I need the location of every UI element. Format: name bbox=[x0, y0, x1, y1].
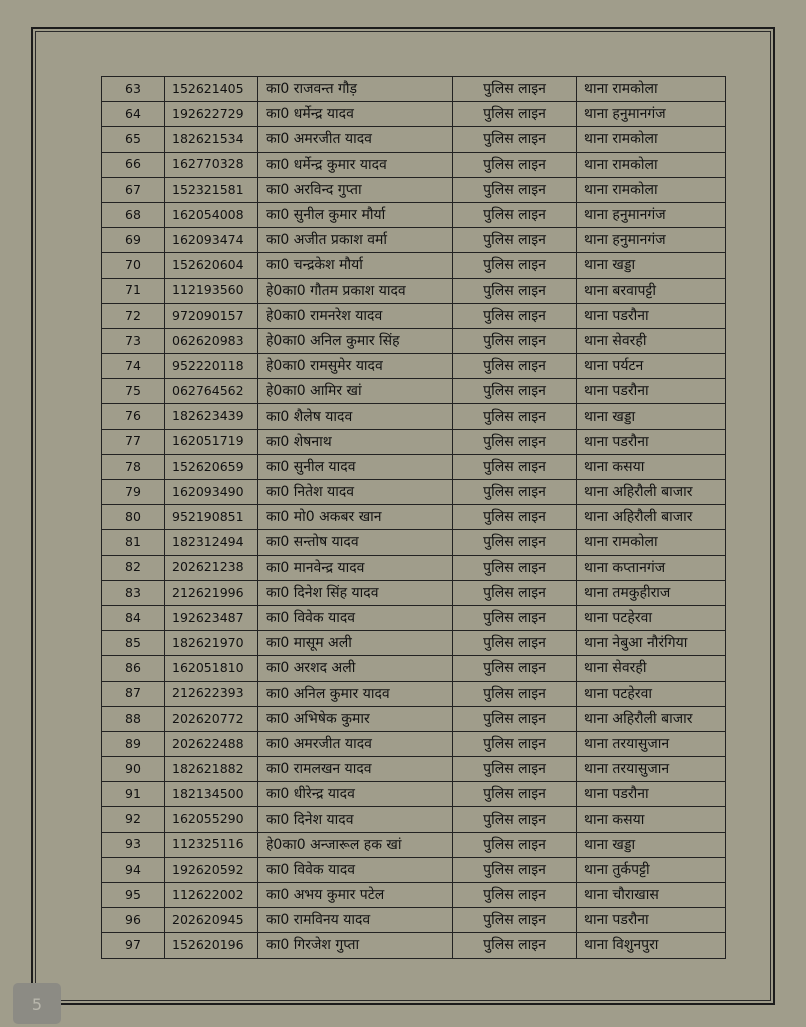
employee-name-cell: का0 धर्मेन्द्र कुमार यादव bbox=[258, 152, 453, 177]
to-station-cell: थाना कसया bbox=[577, 454, 726, 479]
pno-number-cell: 152620659 bbox=[165, 454, 258, 479]
pno-number-cell: 212621996 bbox=[165, 580, 258, 605]
table-row bbox=[102, 77, 726, 102]
from-location-cell: पुलिस लाइन bbox=[453, 379, 577, 404]
employee-name-cell: हे0का0 अन्जारूल हक खां bbox=[258, 832, 453, 857]
to-station-cell: थाना विशुनपुरा bbox=[577, 933, 726, 958]
table-row bbox=[102, 757, 726, 782]
pno-number-cell: 202621238 bbox=[165, 555, 258, 580]
table-row bbox=[102, 303, 726, 328]
to-station-cell: थाना रामकोला bbox=[577, 530, 726, 555]
pno-number-cell: 182621534 bbox=[165, 127, 258, 152]
from-location-cell: पुलिस लाइन bbox=[453, 605, 577, 630]
pno-number-cell: 152620196 bbox=[165, 933, 258, 958]
serial-number-cell: 74 bbox=[102, 354, 165, 379]
to-station-cell: थाना रामकोला bbox=[577, 77, 726, 102]
employee-name-cell: का0 शैलेष यादव bbox=[258, 404, 453, 429]
serial-number-cell: 84 bbox=[102, 605, 165, 630]
table-row bbox=[102, 857, 726, 882]
employee-name-cell: का0 चन्द्रकेश मौर्या bbox=[258, 253, 453, 278]
employee-name-cell: का0 गिरजेश गुप्ता bbox=[258, 933, 453, 958]
employee-name-cell: हे0का0 रामसुमेर यादव bbox=[258, 354, 453, 379]
from-location-cell: पुलिस लाइन bbox=[453, 303, 577, 328]
employee-name-cell: का0 धर्मेन्द्र यादव bbox=[258, 102, 453, 127]
to-station-cell: थाना तरयासुजान bbox=[577, 731, 726, 756]
employee-name-cell: का0 अरविन्द गुप्ता bbox=[258, 177, 453, 202]
pno-number-cell: 162770328 bbox=[165, 152, 258, 177]
serial-number-cell: 92 bbox=[102, 807, 165, 832]
serial-number-cell: 63 bbox=[102, 77, 165, 102]
to-station-cell: थाना कप्तानगंज bbox=[577, 555, 726, 580]
from-location-cell: पुलिस लाइन bbox=[453, 857, 577, 882]
table-row bbox=[102, 278, 726, 303]
serial-number-cell: 96 bbox=[102, 908, 165, 933]
employee-name-cell: का0 धीरेन्द्र यादव bbox=[258, 782, 453, 807]
table-row bbox=[102, 429, 726, 454]
employee-name-cell: का0 मानवेन्द्र यादव bbox=[258, 555, 453, 580]
from-location-cell: पुलिस लाइन bbox=[453, 706, 577, 731]
table-row bbox=[102, 555, 726, 580]
table-row bbox=[102, 253, 726, 278]
from-location-cell: पुलिस लाइन bbox=[453, 807, 577, 832]
pno-number-cell: 112325116 bbox=[165, 832, 258, 857]
serial-number-cell: 75 bbox=[102, 379, 165, 404]
pno-number-cell: 112622002 bbox=[165, 883, 258, 908]
to-station-cell: थाना पडरौना bbox=[577, 379, 726, 404]
table-row bbox=[102, 731, 726, 756]
table-row bbox=[102, 102, 726, 127]
from-location-cell: पुलिस लाइन bbox=[453, 429, 577, 454]
serial-number-cell: 89 bbox=[102, 731, 165, 756]
from-location-cell: पुलिस लाइन bbox=[453, 102, 577, 127]
table-row bbox=[102, 832, 726, 857]
employee-name-cell: का0 अभय कुमार पटेल bbox=[258, 883, 453, 908]
serial-number-cell: 65 bbox=[102, 127, 165, 152]
employee-name-cell: का0 अभिषेक कुमार bbox=[258, 706, 453, 731]
table-row bbox=[102, 228, 726, 253]
from-location-cell: पुलिस लाइन bbox=[453, 253, 577, 278]
to-station-cell: थाना खड्डा bbox=[577, 253, 726, 278]
employee-name-cell: का0 दिनेश यादव bbox=[258, 807, 453, 832]
pno-number-cell: 062764562 bbox=[165, 379, 258, 404]
serial-number-cell: 69 bbox=[102, 228, 165, 253]
to-station-cell: थाना हनुमानगंज bbox=[577, 102, 726, 127]
from-location-cell: पुलिस लाइन bbox=[453, 656, 577, 681]
to-station-cell: थाना तरयासुजान bbox=[577, 757, 726, 782]
to-station-cell: थाना रामकोला bbox=[577, 127, 726, 152]
serial-number-cell: 67 bbox=[102, 177, 165, 202]
pno-number-cell: 192622729 bbox=[165, 102, 258, 127]
employee-name-cell: का0 अरशद अली bbox=[258, 656, 453, 681]
from-location-cell: पुलिस लाइन bbox=[453, 681, 577, 706]
table-row bbox=[102, 605, 726, 630]
serial-number-cell: 77 bbox=[102, 429, 165, 454]
serial-number-cell: 66 bbox=[102, 152, 165, 177]
serial-number-cell: 73 bbox=[102, 328, 165, 353]
table-row bbox=[102, 328, 726, 353]
to-station-cell: थाना रामकोला bbox=[577, 152, 726, 177]
table-row bbox=[102, 782, 726, 807]
employee-name-cell: का0 सन्तोष यादव bbox=[258, 530, 453, 555]
table-row bbox=[102, 883, 726, 908]
to-station-cell: थाना पर्यटन bbox=[577, 354, 726, 379]
to-station-cell: थाना पडरौना bbox=[577, 908, 726, 933]
pno-number-cell: 152620604 bbox=[165, 253, 258, 278]
serial-number-cell: 95 bbox=[102, 883, 165, 908]
table-row bbox=[102, 404, 726, 429]
serial-number-cell: 68 bbox=[102, 202, 165, 227]
to-station-cell: थाना पटहेरवा bbox=[577, 681, 726, 706]
from-location-cell: पुलिस लाइन bbox=[453, 832, 577, 857]
table-row bbox=[102, 706, 726, 731]
pno-number-cell: 162093490 bbox=[165, 480, 258, 505]
employee-name-cell: हे0का0 रामनरेश यादव bbox=[258, 303, 453, 328]
employee-name-cell: का0 मो0 अकबर खान bbox=[258, 505, 453, 530]
page-number-badge: 5 bbox=[13, 983, 61, 1024]
to-station-cell: थाना नेबुआ नौरंगिया bbox=[577, 631, 726, 656]
serial-number-cell: 90 bbox=[102, 757, 165, 782]
serial-number-cell: 72 bbox=[102, 303, 165, 328]
serial-number-cell: 97 bbox=[102, 933, 165, 958]
table-row bbox=[102, 908, 726, 933]
to-station-cell: थाना पडरौना bbox=[577, 429, 726, 454]
employee-name-cell: का0 सुनील कुमार मौर्या bbox=[258, 202, 453, 227]
serial-number-cell: 93 bbox=[102, 832, 165, 857]
serial-number-cell: 88 bbox=[102, 706, 165, 731]
from-location-cell: पुलिस लाइन bbox=[453, 328, 577, 353]
serial-number-cell: 91 bbox=[102, 782, 165, 807]
serial-number-cell: 87 bbox=[102, 681, 165, 706]
to-station-cell: थाना तुर्कपट्टी bbox=[577, 857, 726, 882]
pno-number-cell: 952220118 bbox=[165, 354, 258, 379]
to-station-cell: थाना रामकोला bbox=[577, 177, 726, 202]
from-location-cell: पुलिस लाइन bbox=[453, 202, 577, 227]
employee-name-cell: का0 अनिल कुमार यादव bbox=[258, 681, 453, 706]
from-location-cell: पुलिस लाइन bbox=[453, 933, 577, 958]
serial-number-cell: 86 bbox=[102, 656, 165, 681]
table-row bbox=[102, 454, 726, 479]
pno-number-cell: 192623487 bbox=[165, 605, 258, 630]
serial-number-cell: 82 bbox=[102, 555, 165, 580]
table-row bbox=[102, 480, 726, 505]
to-station-cell: थाना अहिरौली बाजार bbox=[577, 706, 726, 731]
pno-number-cell: 952190851 bbox=[165, 505, 258, 530]
to-station-cell: थाना पडरौना bbox=[577, 782, 726, 807]
employee-name-cell: का0 दिनेश सिंह यादव bbox=[258, 580, 453, 605]
pno-number-cell: 182623439 bbox=[165, 404, 258, 429]
employee-name-cell: का0 सुनील यादव bbox=[258, 454, 453, 479]
from-location-cell: पुलिस लाइन bbox=[453, 228, 577, 253]
pno-number-cell: 202620945 bbox=[165, 908, 258, 933]
serial-number-cell: 78 bbox=[102, 454, 165, 479]
pno-number-cell: 162051810 bbox=[165, 656, 258, 681]
to-station-cell: थाना हनुमानगंज bbox=[577, 202, 726, 227]
employee-name-cell: का0 विवेक यादव bbox=[258, 605, 453, 630]
from-location-cell: पुलिस लाइन bbox=[453, 883, 577, 908]
from-location-cell: पुलिस लाइन bbox=[453, 152, 577, 177]
from-location-cell: पुलिस लाइन bbox=[453, 77, 577, 102]
table-row bbox=[102, 379, 726, 404]
from-location-cell: पुलिस लाइन bbox=[453, 177, 577, 202]
table-row bbox=[102, 152, 726, 177]
employee-name-cell: का0 नितेश यादव bbox=[258, 480, 453, 505]
transfer-table bbox=[101, 76, 726, 959]
to-station-cell: थाना हनुमानगंज bbox=[577, 228, 726, 253]
from-location-cell: पुलिस लाइन bbox=[453, 731, 577, 756]
pno-number-cell: 202622488 bbox=[165, 731, 258, 756]
pno-number-cell: 182312494 bbox=[165, 530, 258, 555]
pno-number-cell: 152321581 bbox=[165, 177, 258, 202]
to-station-cell: थाना तमकुहीराज bbox=[577, 580, 726, 605]
table-row bbox=[102, 505, 726, 530]
from-location-cell: पुलिस लाइन bbox=[453, 127, 577, 152]
pno-number-cell: 182621882 bbox=[165, 757, 258, 782]
from-location-cell: पुलिस लाइन bbox=[453, 404, 577, 429]
table-row bbox=[102, 681, 726, 706]
table-row bbox=[102, 530, 726, 555]
from-location-cell: पुलिस लाइन bbox=[453, 354, 577, 379]
employee-name-cell: का0 अमरजीत यादव bbox=[258, 127, 453, 152]
serial-number-cell: 81 bbox=[102, 530, 165, 555]
to-station-cell: थाना पटहेरवा bbox=[577, 605, 726, 630]
from-location-cell: पुलिस लाइन bbox=[453, 480, 577, 505]
pno-number-cell: 112193560 bbox=[165, 278, 258, 303]
employee-name-cell: का0 अमरजीत यादव bbox=[258, 731, 453, 756]
to-station-cell: थाना पडरौना bbox=[577, 303, 726, 328]
serial-number-cell: 70 bbox=[102, 253, 165, 278]
from-location-cell: पुलिस लाइन bbox=[453, 757, 577, 782]
from-location-cell: पुलिस लाइन bbox=[453, 908, 577, 933]
employee-name-cell: का0 रामविनय यादव bbox=[258, 908, 453, 933]
serial-number-cell: 85 bbox=[102, 631, 165, 656]
pno-number-cell: 192620592 bbox=[165, 857, 258, 882]
pno-number-cell: 162054008 bbox=[165, 202, 258, 227]
employee-name-cell: का0 शेषनाथ bbox=[258, 429, 453, 454]
pno-number-cell: 062620983 bbox=[165, 328, 258, 353]
to-station-cell: थाना चौराखास bbox=[577, 883, 726, 908]
table-row bbox=[102, 177, 726, 202]
from-location-cell: पुलिस लाइन bbox=[453, 580, 577, 605]
table-row bbox=[102, 656, 726, 681]
table-row bbox=[102, 580, 726, 605]
from-location-cell: पुलिस लाइन bbox=[453, 631, 577, 656]
employee-name-cell: का0 अजीत प्रकाश वर्मा bbox=[258, 228, 453, 253]
table-row bbox=[102, 933, 726, 958]
from-location-cell: पुलिस लाइन bbox=[453, 782, 577, 807]
from-location-cell: पुलिस लाइन bbox=[453, 454, 577, 479]
pno-number-cell: 162051719 bbox=[165, 429, 258, 454]
to-station-cell: थाना सेवरही bbox=[577, 328, 726, 353]
to-station-cell: थाना खड्डा bbox=[577, 832, 726, 857]
pno-number-cell: 152621405 bbox=[165, 77, 258, 102]
table-row bbox=[102, 127, 726, 152]
pno-number-cell: 182621970 bbox=[165, 631, 258, 656]
employee-name-cell: हे0का0 गौतम प्रकाश यादव bbox=[258, 278, 453, 303]
serial-number-cell: 80 bbox=[102, 505, 165, 530]
from-location-cell: पुलिस लाइन bbox=[453, 505, 577, 530]
to-station-cell: थाना अहिरौली बाजार bbox=[577, 480, 726, 505]
pno-number-cell: 212622393 bbox=[165, 681, 258, 706]
table-row bbox=[102, 631, 726, 656]
from-location-cell: पुलिस लाइन bbox=[453, 530, 577, 555]
from-location-cell: पुलिस लाइन bbox=[453, 555, 577, 580]
employee-name-cell: का0 मासूम अली bbox=[258, 631, 453, 656]
from-location-cell: पुलिस लाइन bbox=[453, 278, 577, 303]
transfer-table-body bbox=[102, 77, 726, 959]
table-row bbox=[102, 202, 726, 227]
pno-number-cell: 182134500 bbox=[165, 782, 258, 807]
serial-number-cell: 79 bbox=[102, 480, 165, 505]
table-row bbox=[102, 807, 726, 832]
pno-number-cell: 162055290 bbox=[165, 807, 258, 832]
employee-name-cell: हे0का0 अनिल कुमार सिंह bbox=[258, 328, 453, 353]
pno-number-cell: 972090157 bbox=[165, 303, 258, 328]
pno-number-cell: 162093474 bbox=[165, 228, 258, 253]
table-row bbox=[102, 354, 726, 379]
serial-number-cell: 71 bbox=[102, 278, 165, 303]
pno-number-cell: 202620772 bbox=[165, 706, 258, 731]
to-station-cell: थाना सेवरही bbox=[577, 656, 726, 681]
employee-name-cell: का0 राजवन्त गौड़ bbox=[258, 77, 453, 102]
employee-name-cell: हे0का0 आमिर खां bbox=[258, 379, 453, 404]
to-station-cell: थाना खड्डा bbox=[577, 404, 726, 429]
employee-name-cell: का0 विवेक यादव bbox=[258, 857, 453, 882]
to-station-cell: थाना बरवापट्टी bbox=[577, 278, 726, 303]
serial-number-cell: 64 bbox=[102, 102, 165, 127]
serial-number-cell: 83 bbox=[102, 580, 165, 605]
serial-number-cell: 76 bbox=[102, 404, 165, 429]
serial-number-cell: 94 bbox=[102, 857, 165, 882]
to-station-cell: थाना अहिरौली बाजार bbox=[577, 505, 726, 530]
to-station-cell: थाना कसया bbox=[577, 807, 726, 832]
employee-name-cell: का0 रामलखन यादव bbox=[258, 757, 453, 782]
